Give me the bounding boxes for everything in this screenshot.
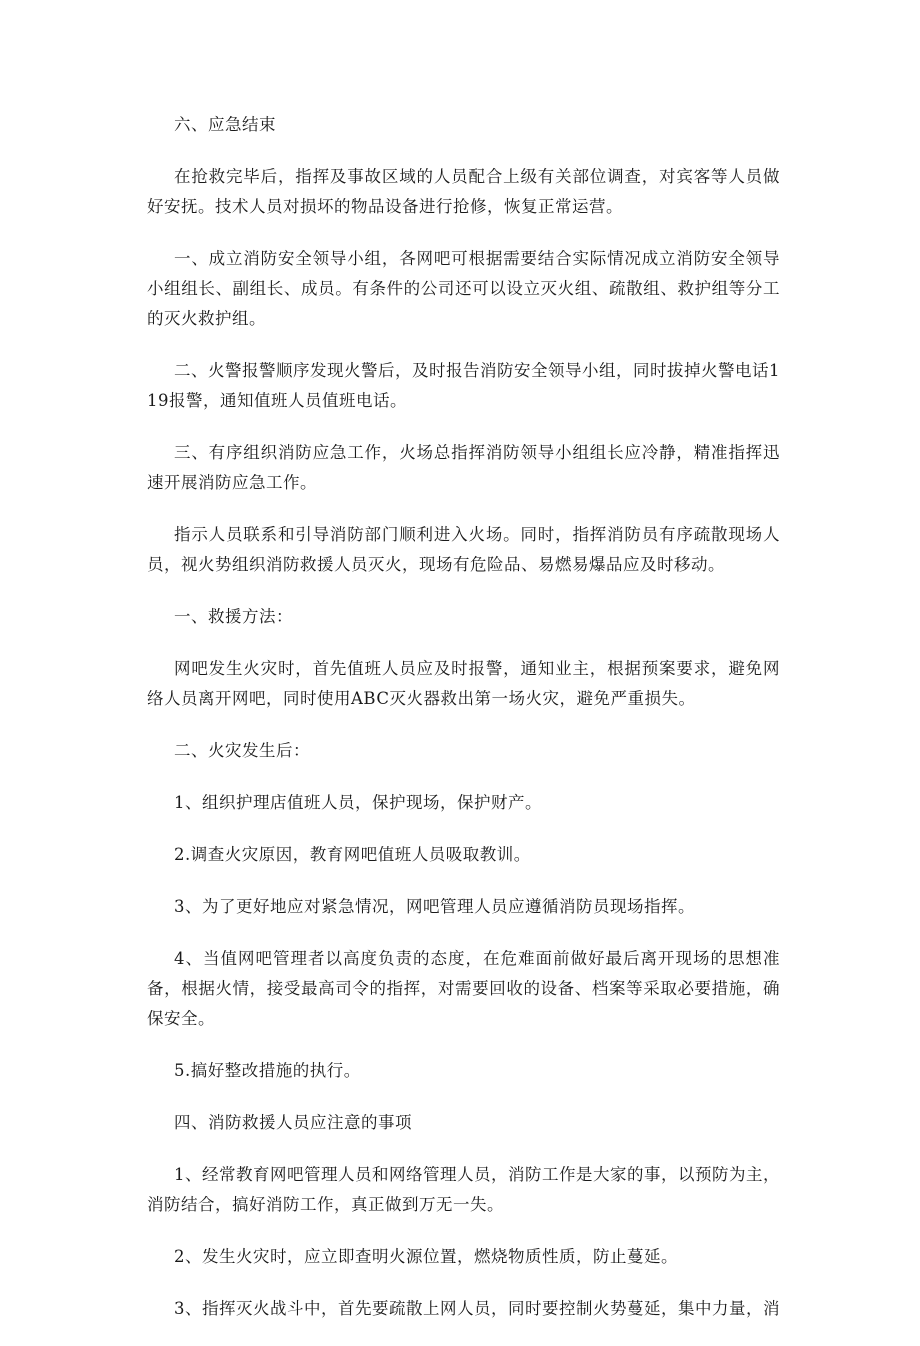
paragraph: 网吧发生火灾时，首先值班人员应及时报警，通知业主，根据预案要求，避免网络人员离开网吧，同时使用ABC灭火器救出第一场火灾，避免严重损失。 <box>147 659 780 708</box>
paragraph: 指示人员联系和引导消防部门顺利进入火场。同时，指挥消防员有序疏散现场人员，视火势组织消防救援人员灭火，现场有危险品、易燃易爆品应及时移动。 <box>147 525 780 574</box>
paragraph: 二、火警报警顺序发现火警后，及时报告消防安全领导小组，同时拔掉火警电话119报警，通知值班人员值班电话。 <box>147 361 780 410</box>
list-item: 5.搞好整改措施的执行。 <box>174 1061 361 1080</box>
list-item: 1、组织护理店值班人员，保护现场，保护财产。 <box>174 793 542 812</box>
section-heading: 六、应急结束 <box>174 115 276 134</box>
paragraph: 一、成立消防安全领导小组，各网吧可根据需要结合实际情况成立消防安全领导小组组长、副组长、成员。有条件的公司还可以设立灭火组、疏散组、救护组等分工的灭火救护组。 <box>147 249 780 328</box>
paragraph: 三、有序组织消防应急工作，火场总指挥消防领导小组组长应冷静，精准指挥迅速开展消防应急工作。 <box>147 443 780 492</box>
section-heading: 二、火灾发生后： <box>174 741 310 760</box>
list-item: 2、发生火灾时，应立即查明火源位置，燃烧物质性质，防止蔓延。 <box>174 1247 678 1266</box>
section-heading: 四、消防救援人员应注意的事项 <box>174 1113 412 1132</box>
list-item: 2.调查火灾原因，教育网吧值班人员吸取教训。 <box>174 845 531 864</box>
list-item: 3、为了更好地应对紧急情况，网吧管理人员应遵循消防员现场指挥。 <box>174 897 695 916</box>
list-item: 4、当值网吧管理者以高度负责的态度，在危难面前做好最后离开现场的思想准备，根据火情，接受最高司令的指挥，对需要回收的设备、档案等采取必要措施，确保安全。 <box>147 949 780 1028</box>
document-body <box>147 110 780 1346</box>
list-item: 1、经常教育网吧管理人员和网络管理人员，消防工作是大家的事，以预防为主，消防结合，搞好消防工作，真正做到万无一失。 <box>147 1165 780 1214</box>
list-item: 3、指挥灭火战斗中，首先要疏散上网人员，同时要控制火势蔓延，集中力量，消 <box>174 1299 780 1318</box>
paragraph: 在抢救完毕后，指挥及事故区域的人员配合上级有关部位调查，对宾客等人员做好安抚。技术人员对损坏的物品设备进行抢修，恢复正常运营。 <box>147 167 780 216</box>
section-heading: 一、救援方法： <box>174 607 293 626</box>
